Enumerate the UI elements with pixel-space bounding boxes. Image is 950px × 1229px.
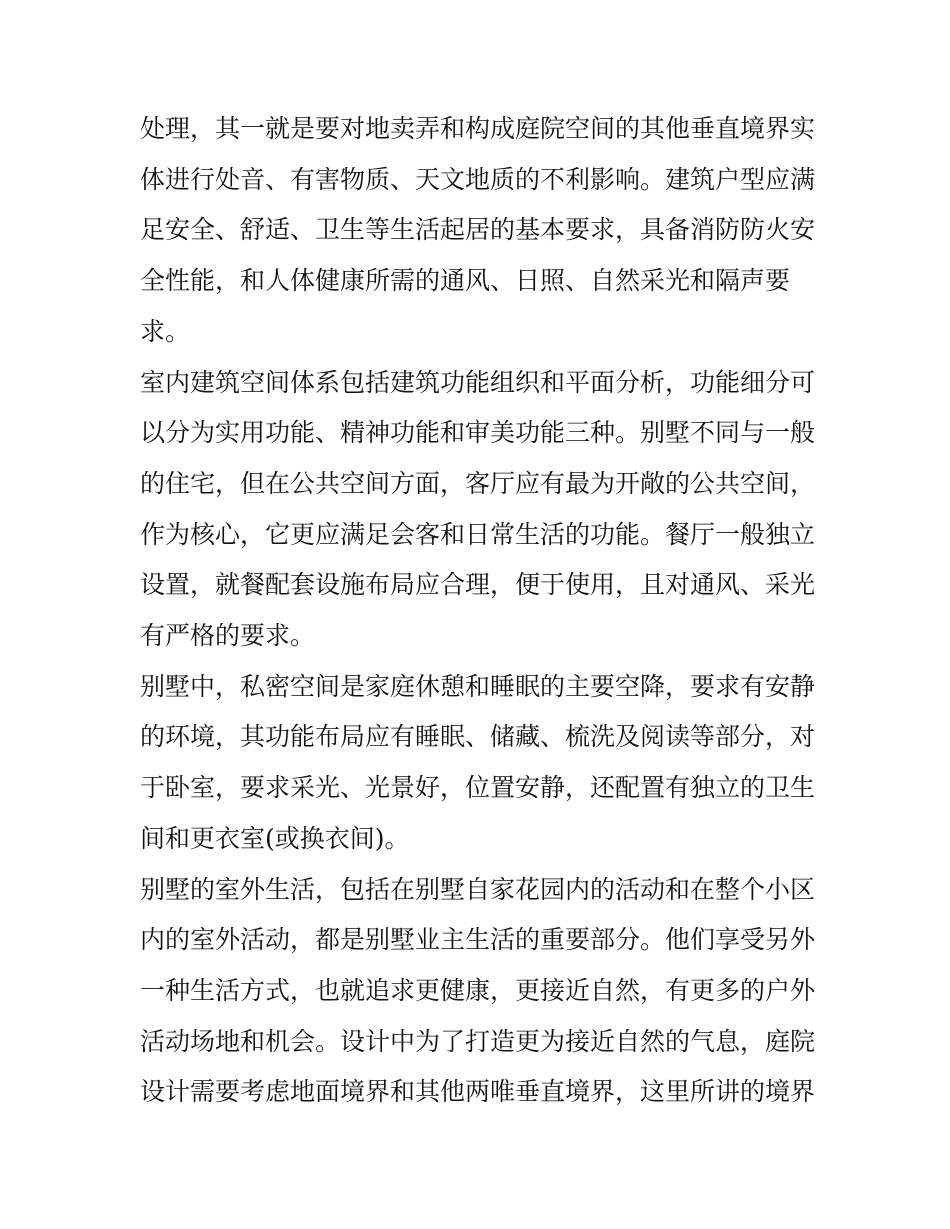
text-line: 足安全、舒适、卫生等生活起居的基本要求，具备消防防火安: [140, 215, 816, 245]
paragraph-3: [140, 662, 816, 865]
text-line: 别墅中，私密空间是家庭休憩和睡眠的主要空降，要求有安静: [140, 671, 816, 701]
text-line: 于卧室，要求采光、光景好，位置安静，还配置有独立的卫生: [140, 773, 816, 803]
paragraph-4: [140, 865, 816, 1119]
paragraph-2: [140, 358, 816, 662]
paragraph-1: [140, 104, 816, 358]
document-body: [140, 104, 816, 1118]
text-line: 处理，其一就是要对地卖弄和构成庭院空间的其他垂直境界实: [140, 114, 816, 143]
text-line: 的环境，其功能布局应有睡眠、储藏、梳洗及阅读等部分，对: [140, 722, 816, 752]
text-line: 活动场地和机会。设计中为了打造更为接近自然的气息，庭院: [140, 1026, 816, 1056]
text-line: 有严格的要求。: [140, 621, 316, 651]
text-line: 内的室外活动，都是别墅业主生活的重要部分。他们享受另外: [140, 925, 816, 955]
text-line: 一种生活方式，也就追求更健康，更接近自然，有更多的户外: [140, 975, 816, 1005]
text-line: 以分为实用功能、精神功能和审美功能三种。别墅不同与一般: [140, 418, 816, 448]
text-line: 设计需要考虑地面境界和其他两唯垂直境界，这里所讲的境界: [140, 1077, 816, 1107]
text-line: 作为核心，它更应满足会客和日常生活的功能。餐厅一般独立: [140, 519, 816, 549]
text-line: 间和更衣室(或换衣间)。: [140, 823, 410, 853]
text-line: 设置，就餐配套设施布局应合理，便于使用，且对通风、采光: [140, 570, 816, 600]
text-line: 别墅的室外生活，包括在别墅自家花园内的活动和在整个小区: [140, 874, 816, 904]
text-line: 全性能，和人体健康所需的通风、日照、自然采光和隔声要: [140, 266, 791, 296]
text-line: 室内建筑空间体系包括建筑功能组织和平面分析，功能细分可: [140, 367, 816, 397]
text-line: 的住宅，但在公共空间方面，客厅应有最为开敞的公共空间，: [140, 468, 816, 498]
text-line: 体进行处音、有害物质、天文地质的不利影响。建筑户型应满: [140, 164, 816, 194]
text-line: 求。: [140, 316, 191, 346]
